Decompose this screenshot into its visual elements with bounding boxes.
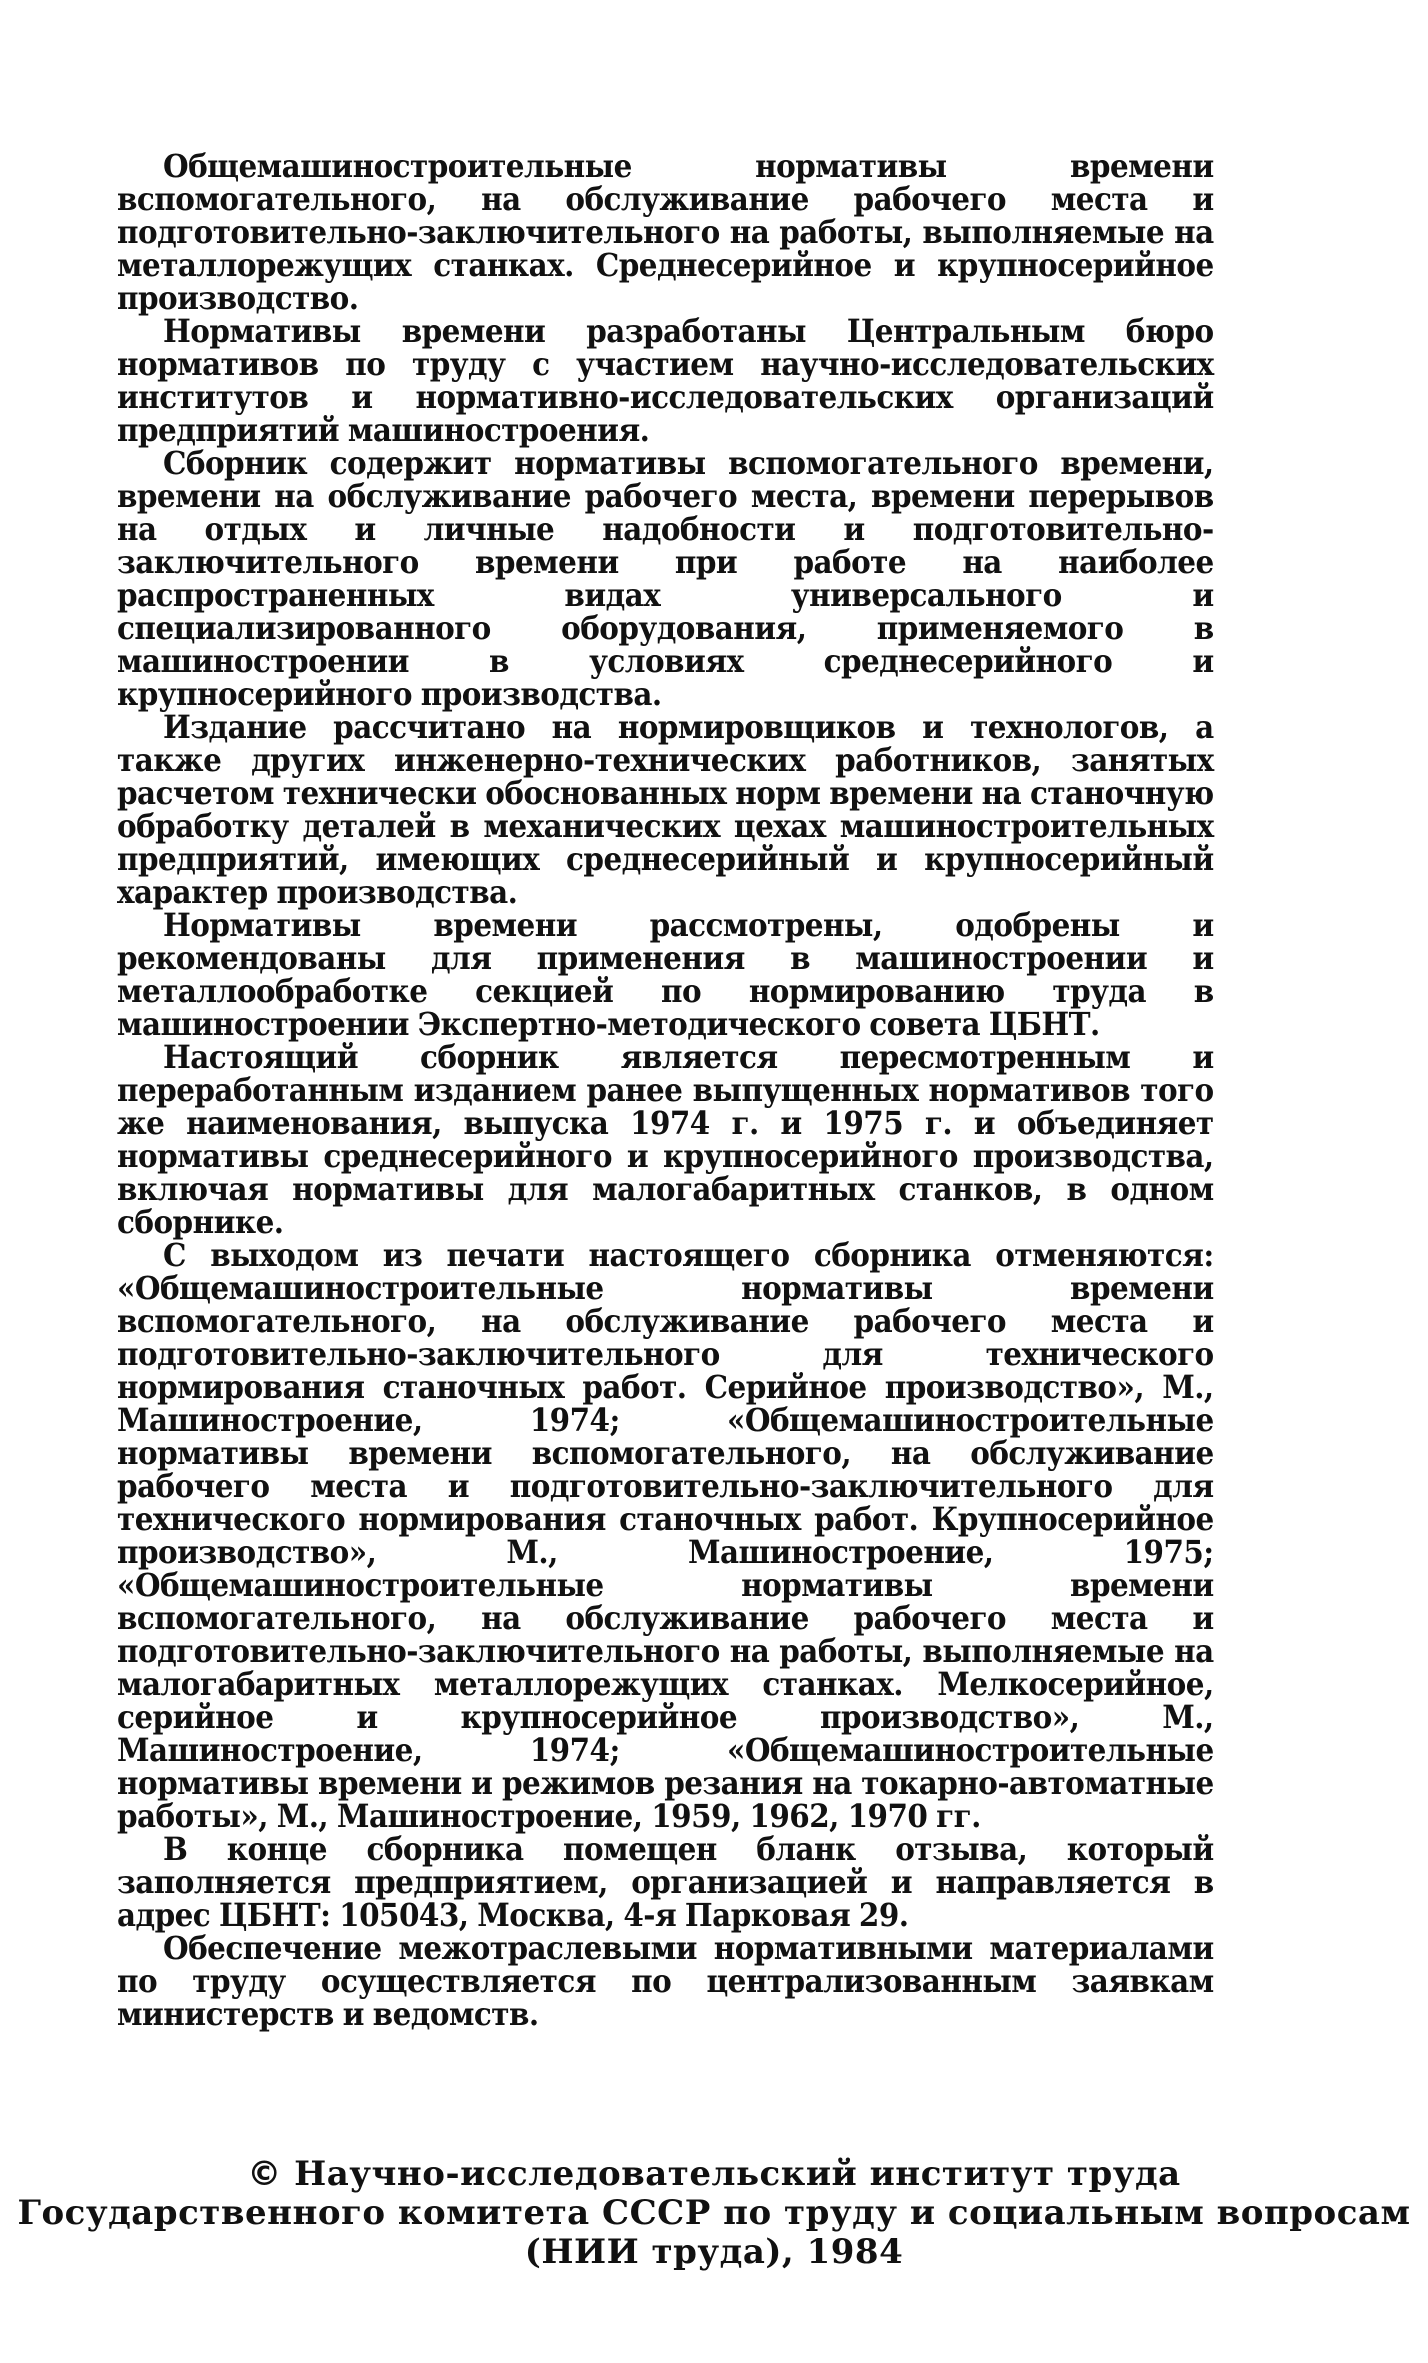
copyright-icon: ©	[247, 2154, 282, 2194]
paragraph-feedback: В конце сборника помещен бланк отзыва, который заполняется предприятием, организацией и направляется в адрес ЦБНТ: 105043, Москва, 4-я Парковая 29.	[117, 1830, 1214, 1934]
copyright-institute: Научно-исследовательский институт труда	[294, 2154, 1181, 2194]
paragraph-audience: Издание рассчитано на нормировщиков и технологов, а также других инженерно-технических работников, занятых расчетом технически обоснованных норм времени на станочную обработку деталей в механических цехах машиностроительных предприятий, имеющих среднесерийный и крупносерийный характер производства.	[117, 708, 1214, 911]
copyright-line-2: Государственного комитета СССР по труду и социальным вопросам	[17, 2193, 1411, 2233]
paragraph-developers: Нормативы времени разработаны Центральным бюро нормативов по труду с участием научно-исследовательских институтов и нормативно-исследовательских организаций предприятий машиностроения.	[117, 312, 1214, 449]
copyright-line-1	[0, 2155, 1428, 2194]
paragraph-revision: Настоящий сборник является пересмотренным и переработанным изданием ранее выпущенных нормативов того же наименования, выпуска 1974 г. и 1975 г. и объединяет нормативы среднесерийного и крупносерийного производства, включая нормативы для малогабаритных станков, в одном сборнике.	[117, 1038, 1214, 1241]
paragraph-title-description: Общемашиностроительные нормативы времени вспомогательного, на обслуживание рабочего места и подготовительно-заключительного на работы, выполняемые на металлорежущих станках. Среднесерийное и крупносерийное производство.	[117, 147, 1214, 317]
copyright-line-3: (НИИ труда), 1984	[524, 2232, 904, 2272]
paragraph-contents: Сборник содержит нормативы вспомогательного времени, времени на обслуживание рабочего места, времени перерывов на отдых и личные надобности и подготовительно-заключительного времени при работе на наиболее распространенных видах универсального и специализированного оборудования, применяемого в машиностроении в условиях среднесерийного и крупносерийного производства.	[117, 444, 1214, 713]
annotation-text	[117, 147, 1214, 2033]
paragraph-approval: Нормативы времени рассмотрены, одобрены и рекомендованы для применения в машиностроении и металлообработке секцией по нормированию труда в машиностроении Экспертно-методического совета ЦБНТ.	[117, 906, 1214, 1043]
paragraph-superseded: С выходом из печати настоящего сборника отменяются: «Общемашиностроительные нормативы времени вспомогательного, на обслуживание рабочего места и подготовительно-заключительного для технического нормирования станочных работ. Серийное производство», М., Машиностроение, 1974; «Общемашиностроительные нормативы времени вспомогательного, на обслуживание рабочего места и подготовительно-заключительного для технического нормирования станочных работ. Крупносерийное производство», М., Машиностроение, 1975; «Общемашиностроительные нормативы времени вспомогательного, на обслуживание рабочего места и подготовительно-заключительного на работы, выполняемые на малогабаритных металлорежущих станках. Мелкосерийное, серийное и крупносерийное производство», М., Машиностроение, 1974; «Общемашиностроительные нормативы времени и режимов резания на токарно-автоматные работы», М., Машиностроение, 1959, 1962, 1970 гг.	[117, 1236, 1214, 1835]
copyright-block	[0, 2155, 1428, 2272]
paragraph-supply: Обеспечение межотраслевыми нормативными материалами по труду осуществляется по централизованным заявкам министерств и ведомств.	[117, 1929, 1214, 2033]
